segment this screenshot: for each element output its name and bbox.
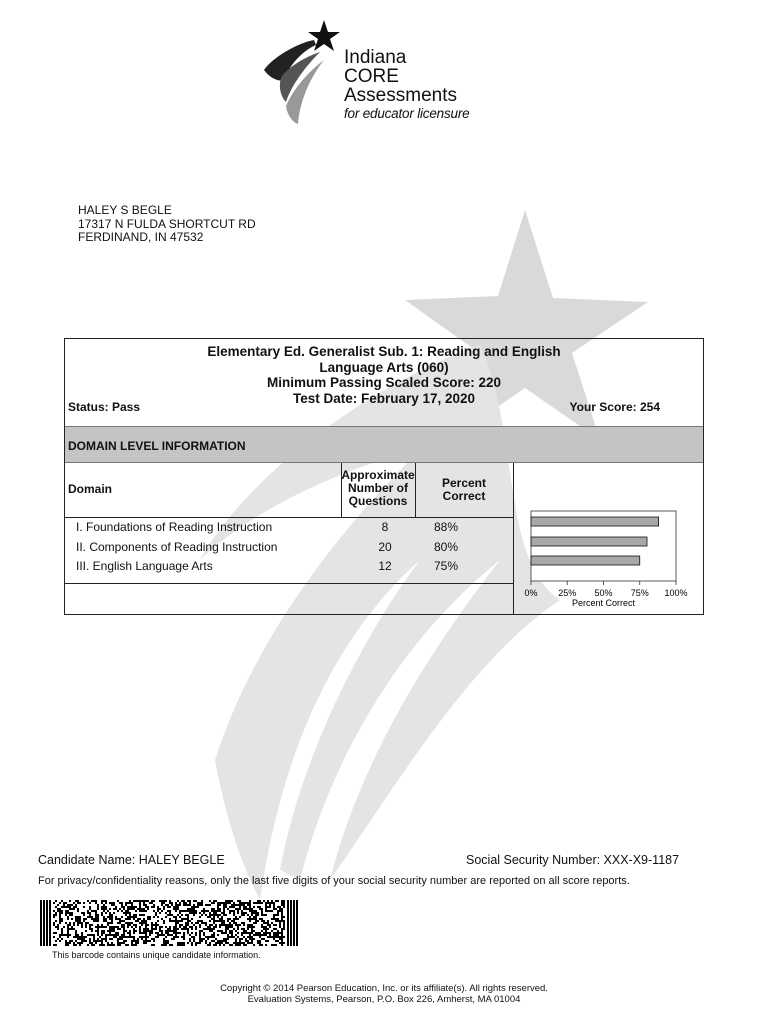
- chart-bar: [531, 556, 640, 565]
- mailing-address: [78, 204, 256, 245]
- col-head-questions-1: Approximate: [341, 468, 415, 482]
- copyright: [0, 983, 768, 1005]
- question-count: 20: [378, 540, 392, 554]
- chart-bar: [531, 517, 659, 526]
- chart-tick-label: 25%: [558, 588, 577, 598]
- percent-correct-chart: [514, 507, 700, 607]
- col-head-percent: [415, 477, 513, 503]
- test-title-line-1: Elementary Ed. Generalist Sub. 1: Reading and English: [207, 344, 561, 359]
- chart-bar: [531, 537, 647, 546]
- header-row-rule: [65, 517, 513, 518]
- col-head-questions: [341, 469, 415, 508]
- candidate-barcode: [40, 900, 300, 946]
- col-head-domain: Domain: [68, 482, 113, 496]
- percent-correct: 80%: [433, 540, 459, 554]
- barcode-note: This barcode contains unique candidate information.: [52, 950, 261, 960]
- percent-correct: 88%: [433, 520, 459, 534]
- domain-section-title: DOMAIN LEVEL INFORMATION: [68, 439, 246, 453]
- chart-tick-label: 50%: [594, 588, 613, 598]
- test-title-line-2: Language Arts (060): [319, 359, 449, 375]
- data-rows-rule: [65, 583, 513, 584]
- question-count: 8: [381, 520, 389, 534]
- domain-name: II. Components of Reading Instruction: [76, 540, 278, 554]
- col-head-questions-2: Number of: [348, 481, 408, 495]
- status-label: Status: Pass: [68, 400, 141, 414]
- col-head-questions-3: Questions: [348, 494, 408, 508]
- copyright-line-2: Evaluation Systems, Pearson, P.O. Box 226, Amherst, MA 01004: [247, 994, 521, 1005]
- logo-line-1: Indiana: [344, 47, 407, 68]
- your-score-label: Your Score: 254: [569, 400, 660, 414]
- table-row: [65, 540, 513, 556]
- test-title: [65, 344, 703, 406]
- logo-star-icon: [262, 18, 346, 126]
- table-row: [65, 559, 513, 575]
- logo-line-3: Assessments: [344, 85, 457, 106]
- logo: [262, 18, 482, 130]
- domain-name: I. Foundations of Reading Instruction: [76, 520, 273, 534]
- report-header: [65, 339, 703, 426]
- chart-tick-label: 0%: [524, 588, 538, 598]
- col-head-percent-1: Percent: [441, 476, 487, 490]
- col-head-percent-2: Correct: [442, 489, 486, 503]
- passing-score: Minimum Passing Scaled Score: 220: [266, 375, 502, 390]
- domain-section-band: [65, 426, 703, 463]
- copyright-line-1: Copyright © 2014 Pearson Education, Inc. or its affiliate(s). All rights reserved.: [220, 983, 548, 994]
- address-city: FERDINAND, IN 47532: [78, 230, 204, 244]
- privacy-note: For privacy/confidentiality reasons, only the last five digits of your social security number are reported on all score reports.: [38, 875, 630, 887]
- chart-tick-label: 100%: [664, 588, 688, 598]
- logo-line-2: CORE: [344, 66, 399, 87]
- chart-x-label: Percent Correct: [571, 598, 636, 607]
- chart-tick-label: 75%: [630, 588, 649, 598]
- table-row: [65, 520, 513, 536]
- candidate-name: Candidate Name: HALEY BEGLE: [38, 853, 225, 867]
- ssn-label: Social Security Number: XXX-X9-1187: [466, 853, 680, 867]
- test-date: Test Date: February 17, 2020: [292, 390, 476, 406]
- address-name: HALEY S BEGLE: [78, 203, 172, 217]
- percent-correct: 75%: [433, 559, 459, 573]
- logo-line-4: for educator licensure: [344, 106, 470, 121]
- question-count: 12: [378, 559, 392, 573]
- address-street: 17317 N FULDA SHORTCUT RD: [78, 216, 256, 231]
- domain-name: III. English Language Arts: [76, 559, 213, 573]
